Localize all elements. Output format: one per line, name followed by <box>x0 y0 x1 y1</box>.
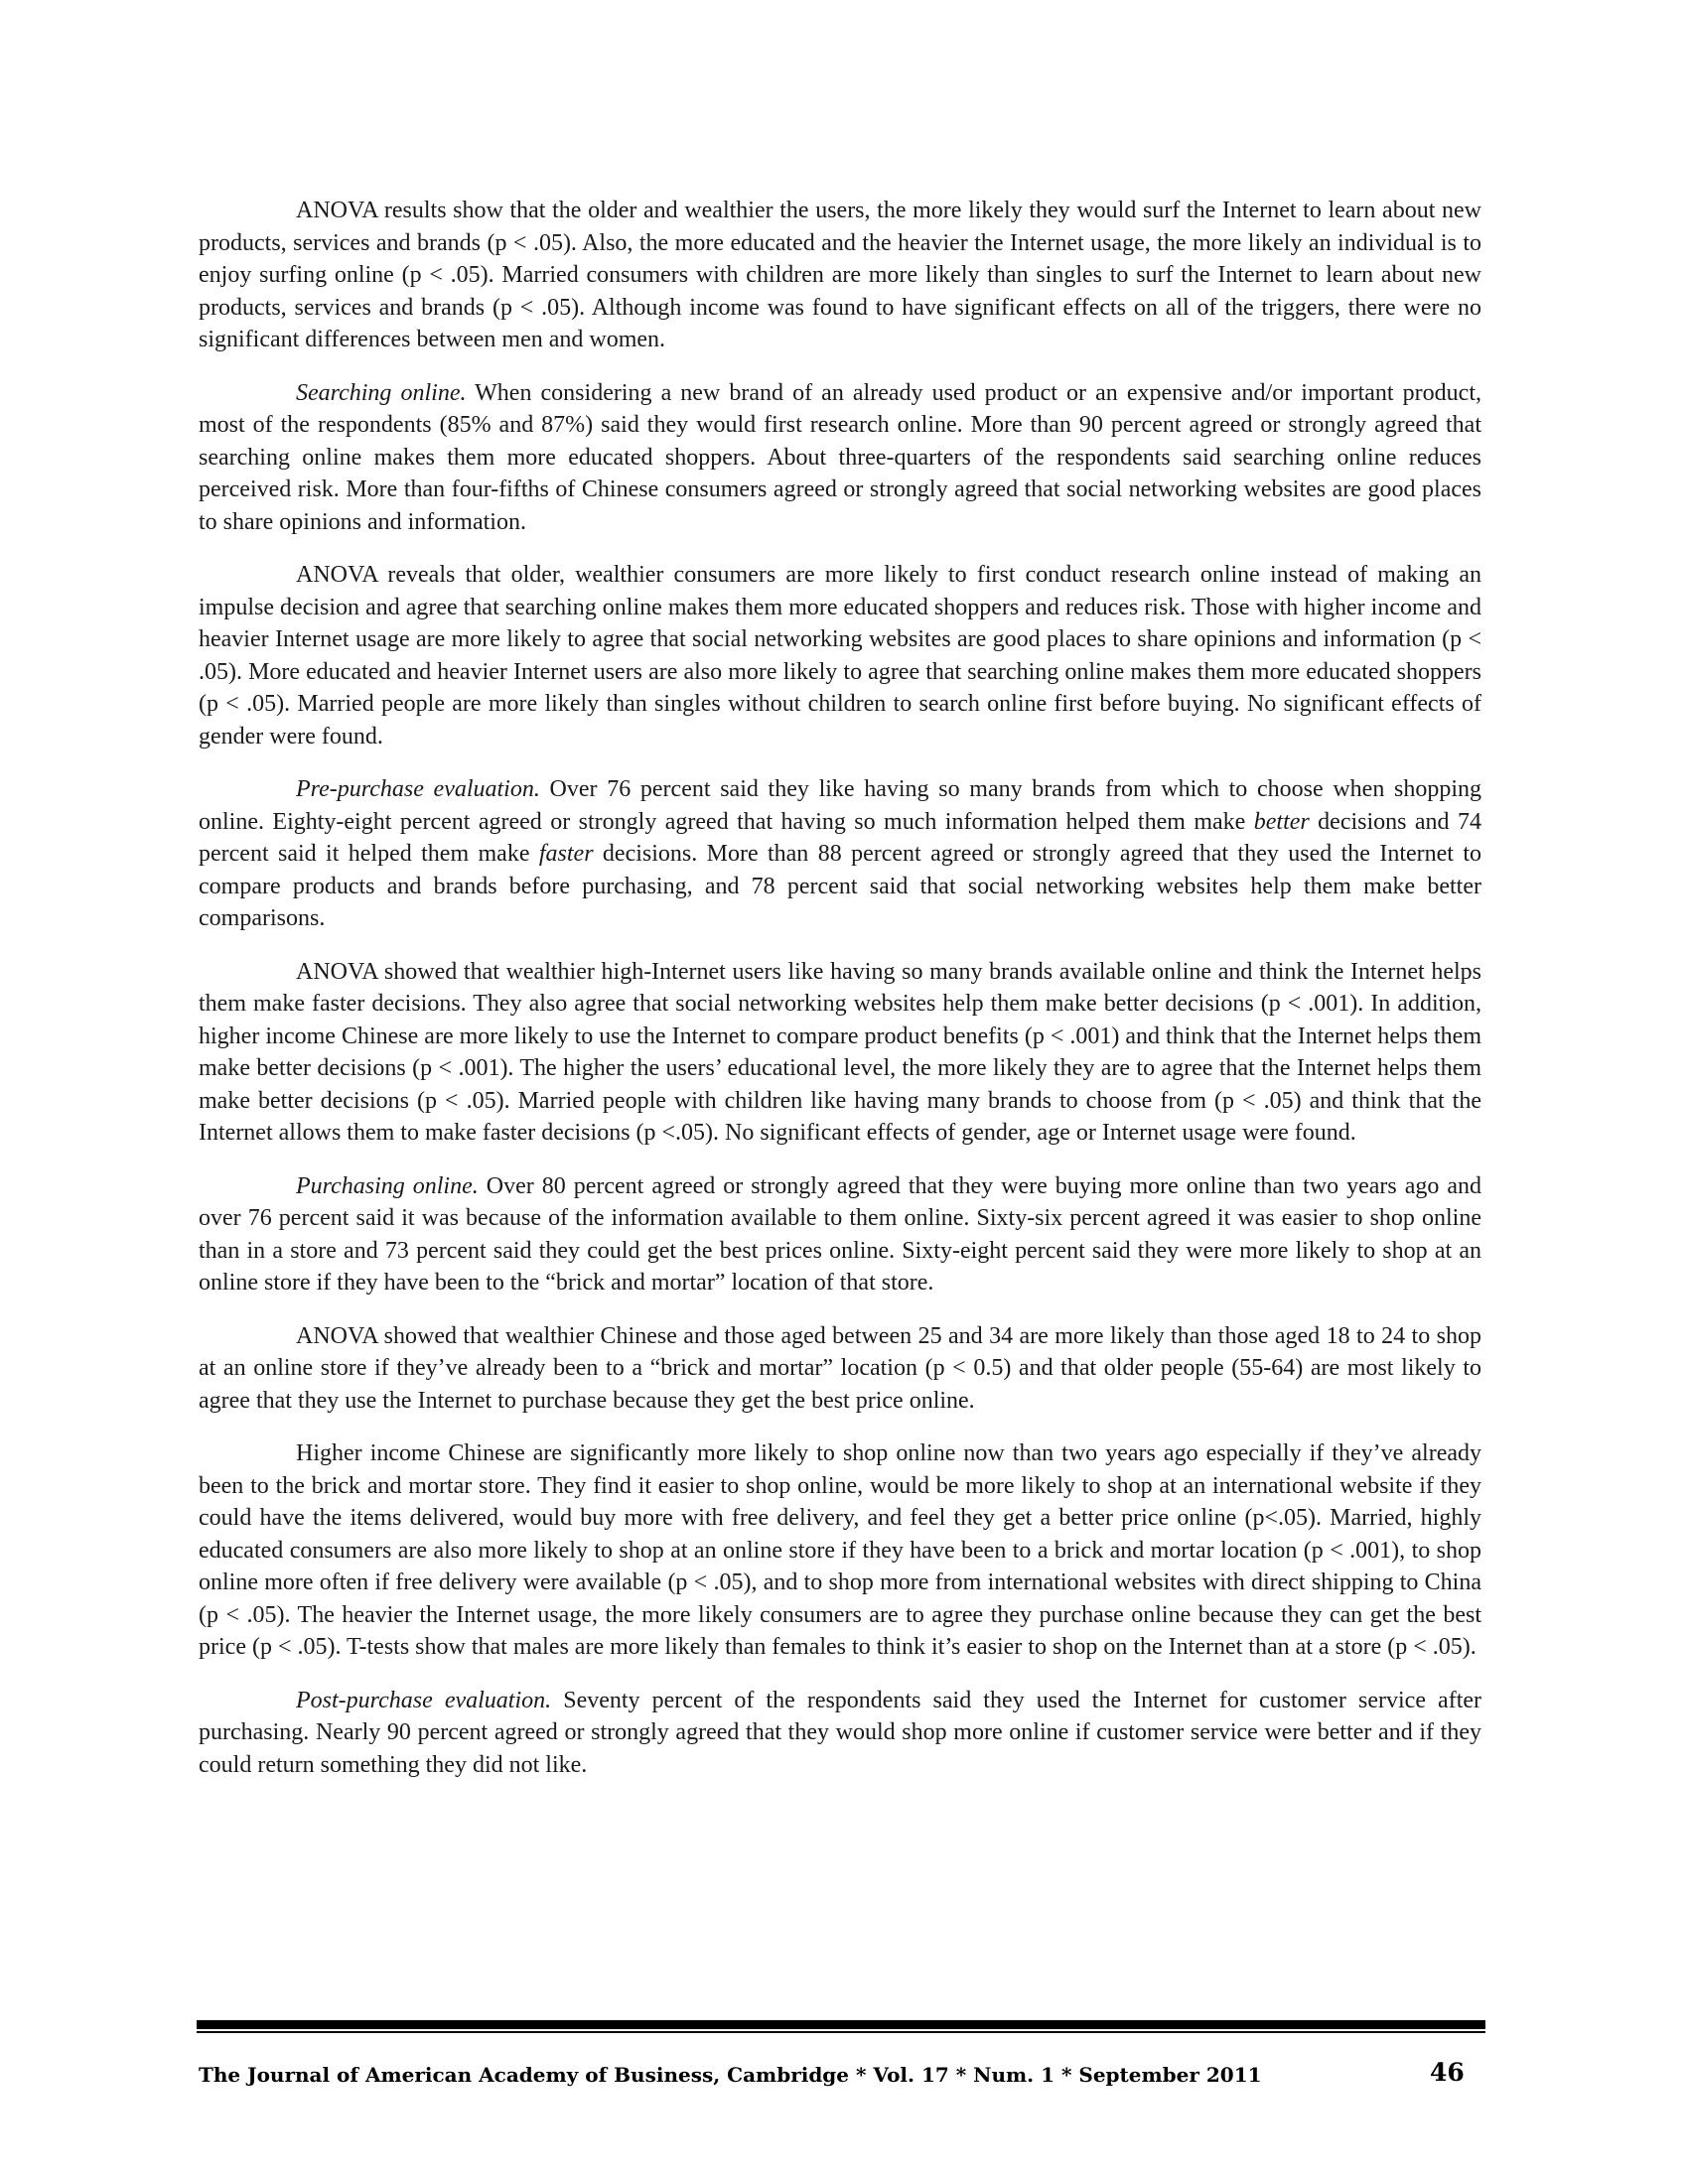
paragraph-text: decisions and 74 percent said it helped them make <box>199 808 1481 867</box>
paragraph-text: ANOVA reveals that older, wealthier consumers are more likely to first conduct research online instead of making an impulse decision and agree that searching online makes them more educated shoppers and reduces risk. Those with higher income and heavier Internet usage are more likely to agree that social networking websites are good places to share opinions and information (p < .05). More educated and heavier Internet users are also more likely to agree that searching online makes them more educated shoppers (p < .05). Married people are more likely than singles without children to search online first before buying. No significant effects of gender were found. <box>199 562 1481 750</box>
paragraph-anova-searching <box>199 559 1481 752</box>
paragraph-text: decisions. More than 88 percent agreed or strongly agreed that they used the Internet to compare products and brands before purchasing, and 78 percent said that social networking websites help them make better comparisons. <box>199 841 1482 931</box>
emphasis-better: better <box>1253 808 1310 835</box>
emphasis-faster: faster <box>538 841 594 867</box>
paragraph-text: Seventy percent of the respondents said they used the Internet for customer service after purchasing. Nearly 90 percent agreed or strongly agreed that they would shop more online if customer service were better and if they could return something they did not like. <box>199 1687 1482 1778</box>
paragraph-pre-purchase-evaluation <box>199 773 1481 935</box>
paragraph-text: When considering a new brand of an already used product or an expensive and/or important product, most of the respondents (85% and 87%) said they would first research online. More than 90 percent agreed or strongly agreed that searching online makes them more educated shoppers. About three-quarters of the respondents said searching online reduces perceived risk. More than four-fifths of Chinese consumers agreed or strongly agreed that social networking websites are good places to share opinions and information. <box>199 379 1481 535</box>
paragraph-post-purchase-evaluation <box>199 1685 1481 1782</box>
paragraph-text: Higher income Chinese are significantly more likely to shop online now than two years ago especially if they’ve already been to the brick and mortar store. They find it easier to shop online, would be more likely to shop at an international website if they could have the items delivered, would buy more with free delivery, and feel they get a better price online (p<.05). Married, highly educated consumers are also more likely to shop at an online store if they have been to a brick and mortar location (p < .001), to shop online more often if free delivery were available (p < .05), and to shop more from international websites with direct shipping to China (p < .05). The heavier the Internet usage, the more likely consumers are to agree they purchase online because they can get the best price (p < .05). T-tests show that males are more likely than females to think it’s easier to shop on the Internet than at a store (p < .05). <box>199 1440 1481 1660</box>
section-heading-post-purchase-evaluation: Post-purchase evaluation. <box>296 1687 552 1713</box>
journal-citation: The Journal of American Academy of Business, Cambridge * Vol. 17 * Num. 1 * September 2011 <box>199 2063 1262 2087</box>
paragraph-higher-income <box>199 1437 1481 1664</box>
paragraph-anova-triggers <box>199 195 1481 356</box>
paragraph-text: Over 80 percent agreed or strongly agreed that they were buying more online than two years ago and over 76 percent said it was because of the information available to them online. Sixty-six percent agreed it was easier to shop online than in a store and 73 percent said they could get the best prices online. Sixty-eight percent said they were more likely to shop at an online store if they have been to the “brick and mortar” location of that store. <box>199 1172 1481 1296</box>
article-body <box>199 195 1481 1802</box>
paragraph-searching-online <box>199 377 1481 539</box>
footer-rule-thick <box>197 2020 1485 2029</box>
paragraph-text: Over 76 percent said they like having so many brands from which to choose when shopping online. Eighty-eight percent agreed or strongly agreed that having so much information helped them make <box>199 776 1482 835</box>
paragraph-text: ANOVA results show that the older and wealthier the users, the more likely they would surf the Internet to learn about new products, services and brands (p < .05). Also, the more educated and the heavier the Internet usage, the more likely an individual is to enjoy surfing online (p < .05). Married consumers with children are more likely than singles to surf the Internet to learn about new products, services and brands (p < .05). Although income was found to have significant effects on all of the triggers, there were no significant differences between men and women. <box>199 198 1481 352</box>
paragraph-anova-purchasing <box>199 1320 1481 1418</box>
footer-divider <box>197 2020 1485 2034</box>
section-heading-purchasing-online: Purchasing online. <box>296 1172 479 1199</box>
paragraph-purchasing-online <box>199 1170 1481 1299</box>
footer-rule-thin <box>197 2031 1485 2033</box>
paragraph-text: ANOVA showed that wealthier Chinese and those aged between 25 and 34 are more likely than those aged 18 to 24 to shop at an online store if they’ve already been to a “brick and mortar” location (p < 0.5) and that older people (55-64) are most likely to agree that they use the Internet to purchase because they get the best price online. <box>199 1322 1481 1414</box>
paragraph-anova-pre-purchase <box>199 956 1481 1150</box>
page-number: 46 <box>1430 2058 1465 2087</box>
section-heading-pre-purchase-evaluation: Pre-purchase evaluation. <box>296 776 540 802</box>
section-heading-searching-online: Searching online. <box>296 379 467 406</box>
paragraph-text: ANOVA showed that wealthier high-Internet users like having so many brands available online and think the Internet helps them make faster decisions. They also agree that social networking websites help them make better decisions (p < .001). In addition, higher income Chinese are more likely to use the Internet to compare product benefits (p < .001) and think that the Internet helps them make better decisions (p < .001). The higher the users’ educational level, the more likely they are to agree that the Internet helps them make better decisions (p < .05). Married people with children like having many brands to choose from (p < .05) and think that the Internet allows them to make faster decisions (p <.05). No significant effects of gender, age or Internet usage were found. <box>199 958 1481 1146</box>
